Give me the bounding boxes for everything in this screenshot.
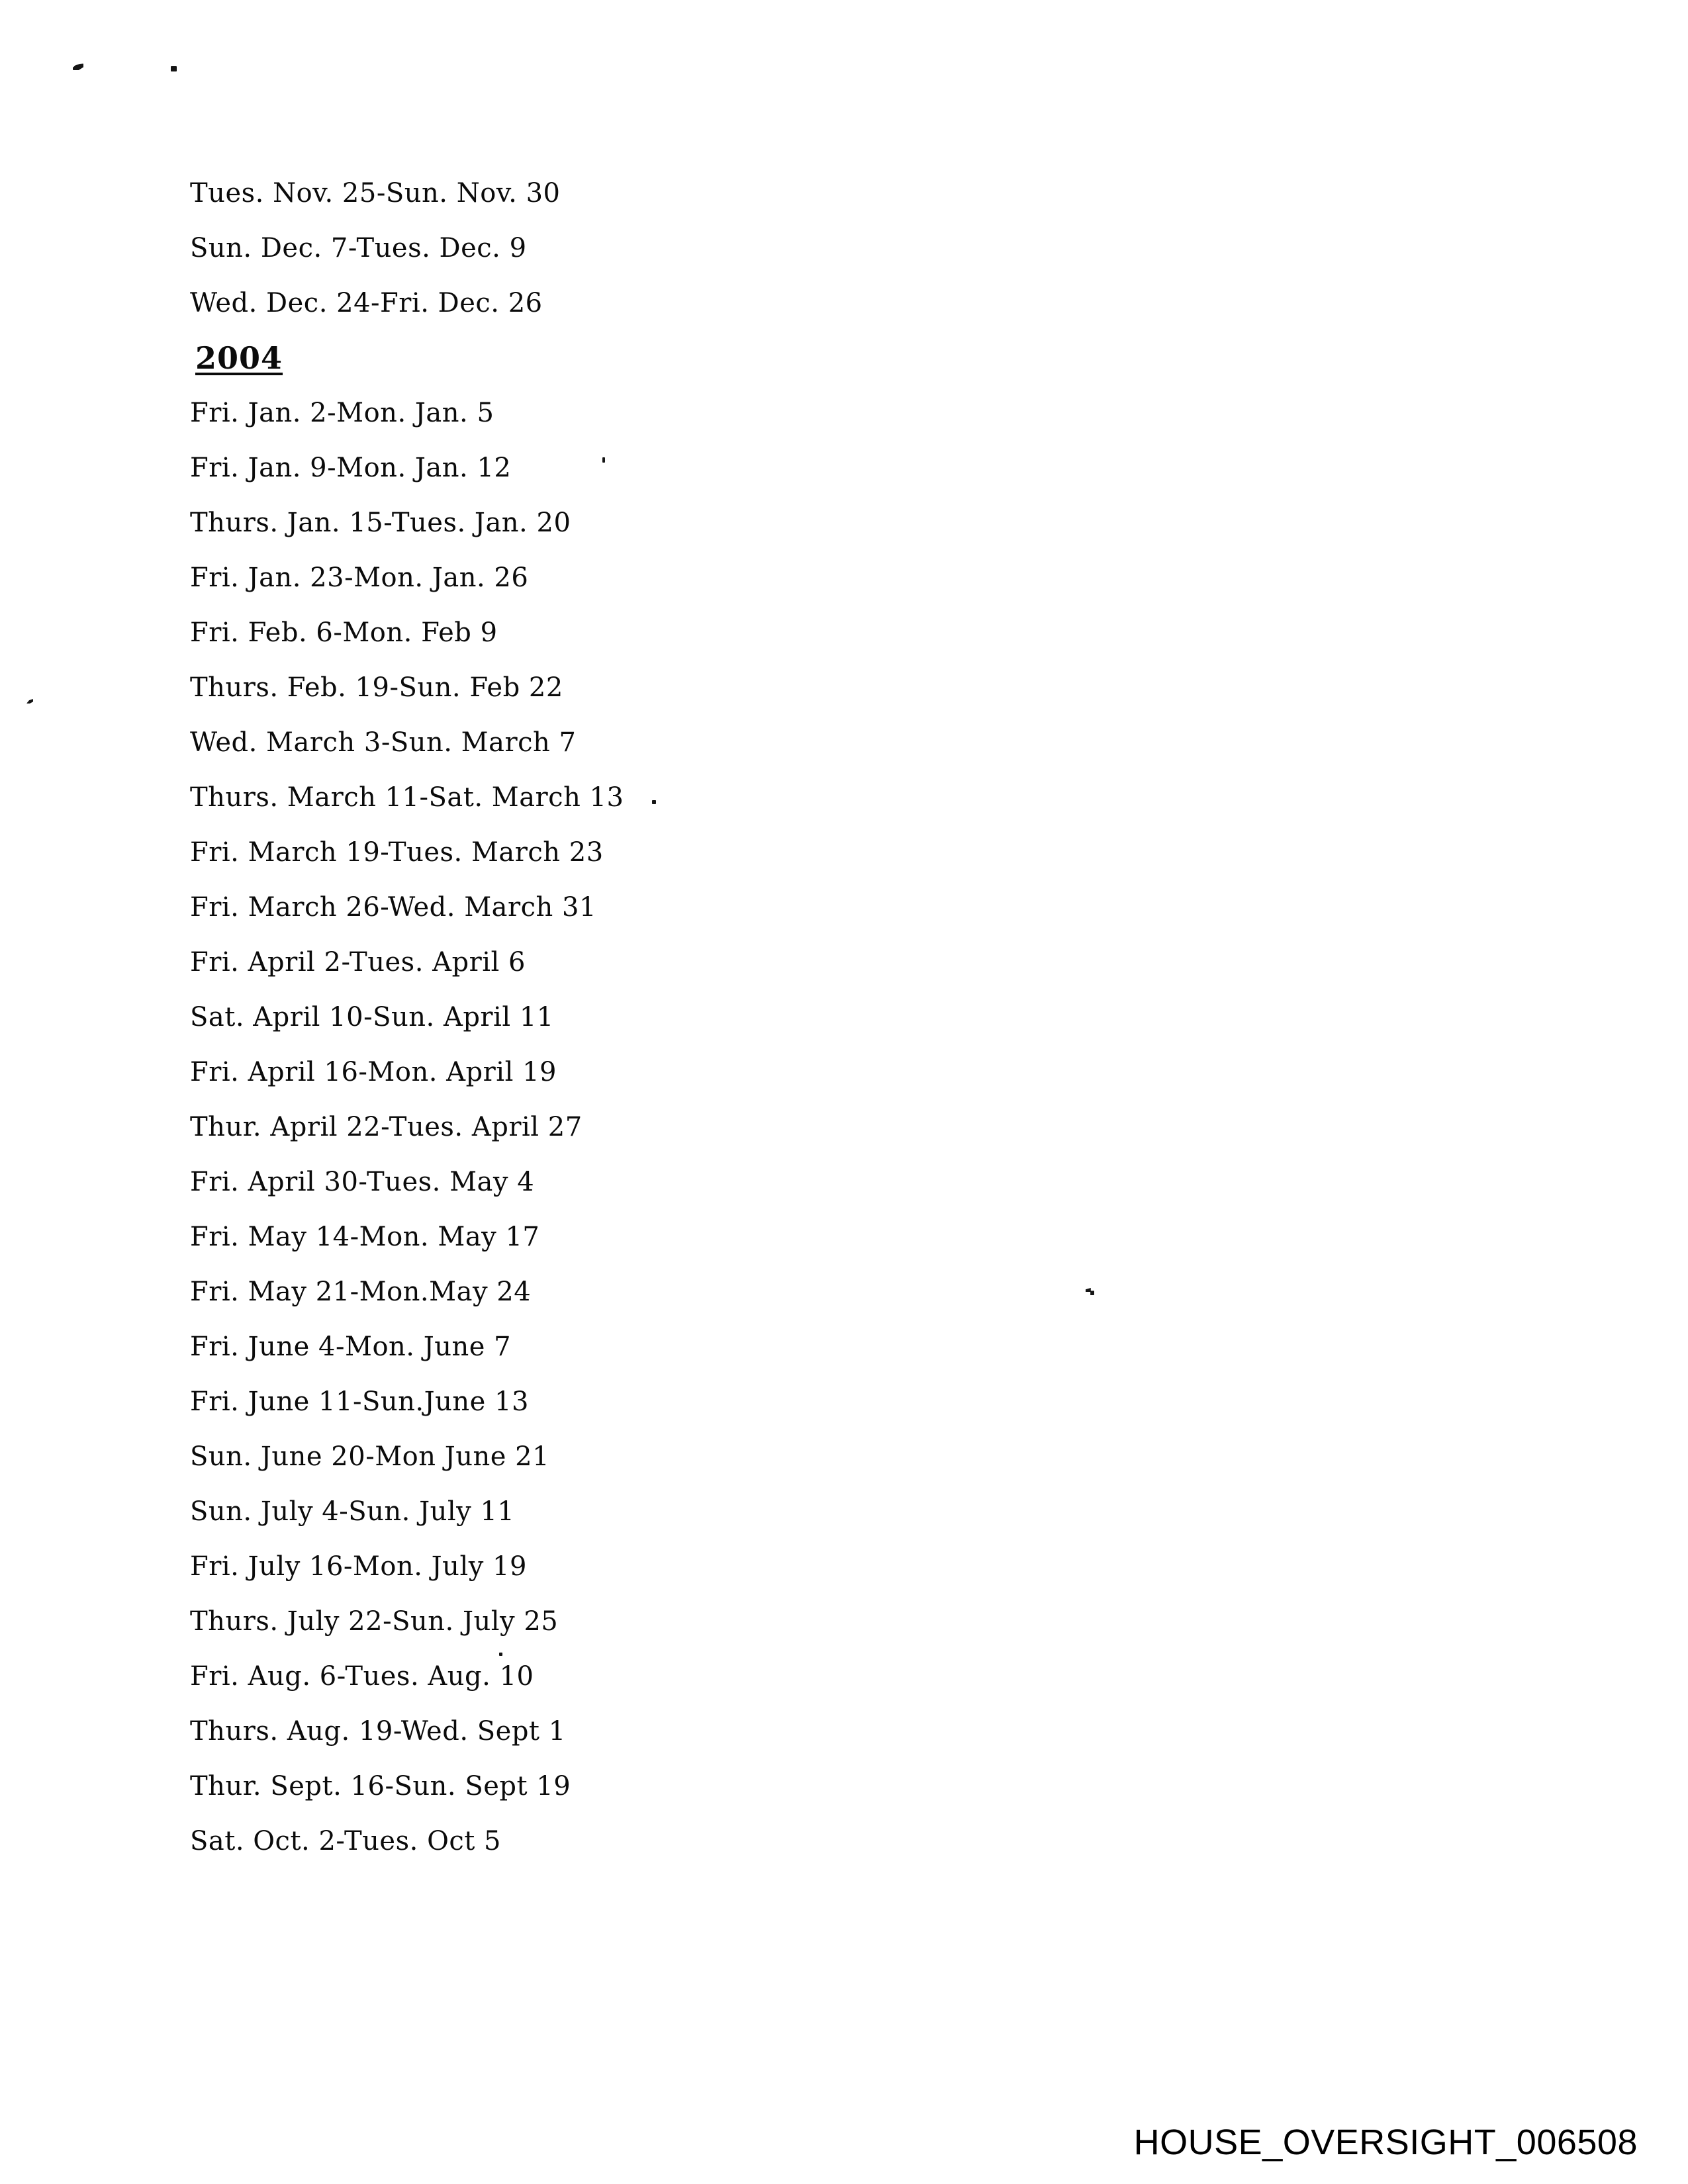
date-range-line: Thurs. July 22-Sun. July 25: [190, 1606, 559, 1637]
date-range-line: Thurs. Jan. 15-Tues. Jan. 20: [190, 508, 571, 538]
date-range-line: Thurs. Aug. 19-Wed. Sept 1: [190, 1716, 566, 1747]
scan-artifact-speck: [26, 699, 33, 704]
date-range-line: Sun. June 20-Mon June 21: [190, 1441, 550, 1472]
date-range-line: Tues. Nov. 25-Sun. Nov. 30: [190, 178, 561, 208]
date-range-line: Fri. March 19-Tues. March 23: [190, 837, 604, 868]
date-range-line: Thur. April 22-Tues. April 27: [190, 1112, 583, 1142]
date-range-line: Wed. Dec. 24-Fri. Dec. 26: [190, 288, 543, 318]
bates-number: HOUSE_OVERSIGHT_006508: [1133, 2122, 1638, 2162]
date-range-line: Fri. March 26-Wed. March 31: [190, 892, 596, 923]
scan-artifact-speck: [73, 64, 83, 70]
date-range-line: Fri. Jan. 2-Mon. Jan. 5: [190, 398, 494, 428]
date-range-line: Sun. Dec. 7-Tues. Dec. 9: [190, 233, 527, 263]
date-range-line: Sun. July 4-Sun. July 11: [190, 1496, 515, 1527]
scan-artifact-speck: [652, 800, 656, 804]
date-range-line: Fri. April 30-Tues. May 4: [190, 1167, 535, 1197]
scan-artifact-speck: [171, 66, 177, 71]
date-range-line: Fri. June 4-Mon. June 7: [190, 1332, 512, 1362]
date-range-line: Wed. March 3-Sun. March 7: [190, 727, 577, 758]
date-range-line: Fri. May 14-Mon. May 17: [190, 1222, 540, 1252]
date-range-line: Fri. April 16-Mon. April 19: [190, 1057, 557, 1087]
date-range-line: Fri. Jan. 23-Mon. Jan. 26: [190, 563, 529, 593]
date-range-line: Fri. Feb. 6-Mon. Feb 9: [190, 617, 498, 648]
date-range-line: Fri. June 11-Sun.June 13: [190, 1387, 529, 1417]
date-range-line: Fri. July 16-Mon. July 19: [190, 1551, 527, 1582]
date-range-line: Fri. Jan. 9-Mon. Jan. 12: [190, 453, 512, 483]
date-range-line: Thurs. March 11-Sat. March 13: [190, 782, 624, 813]
scan-artifact-speck: [1086, 1288, 1094, 1295]
date-range-line: Sat. April 10-Sun. April 11: [190, 1002, 554, 1032]
date-range-line: Fri. May 21-Mon.May 24: [190, 1277, 532, 1307]
date-range-line: Fri. Aug. 6-Tues. Aug. 10: [190, 1661, 534, 1692]
date-range-list: [190, 166, 624, 1869]
date-range-line: Thur. Sept. 16-Sun. Sept 19: [190, 1771, 571, 1801]
date-range-line: Sat. Oct. 2-Tues. Oct 5: [190, 1826, 501, 1856]
date-range-line: Fri. April 2-Tues. April 6: [190, 947, 526, 978]
year-heading: 2004: [195, 340, 283, 376]
date-range-line: Thurs. Feb. 19-Sun. Feb 22: [190, 672, 563, 703]
